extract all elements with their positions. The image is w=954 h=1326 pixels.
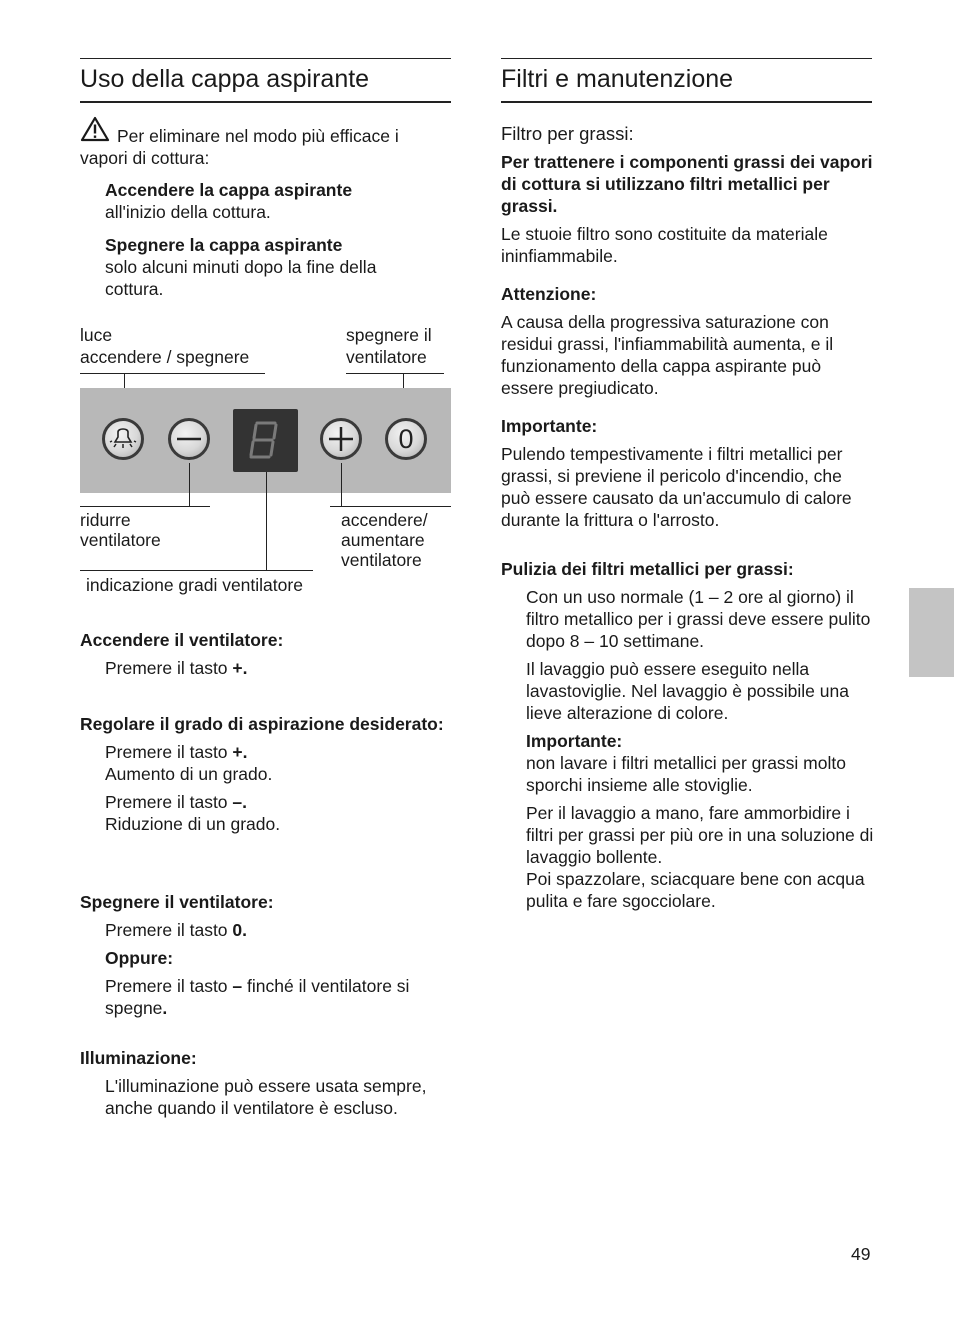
label-accendere-2: aumentare xyxy=(341,530,425,550)
acc-vent-line xyxy=(105,657,450,679)
label-accendere-3: ventilatore xyxy=(341,550,422,570)
reg1-text: Premere il tasto xyxy=(105,742,233,762)
step-2-text: solo alcuni minuti dopo la fine della cottura. xyxy=(105,257,377,299)
reg2-sub: Riduzione di un grado. xyxy=(105,814,281,834)
opp-text-1: Premere il tasto xyxy=(105,976,233,996)
illum-section xyxy=(80,1047,450,1119)
pulizia-imp-heading: Importante: xyxy=(526,731,623,751)
filtro-text: Le stuoie filtro sono costituite da materiale ininfiammabile. xyxy=(501,224,828,266)
acc-vent-heading: Accendere il ventilatore: xyxy=(80,630,284,650)
step-2-bold: Spegnere la cappa aspirante xyxy=(105,235,343,255)
acc-vent-key: +. xyxy=(232,658,248,678)
right-title-rule-bottom xyxy=(501,101,872,103)
filtro-section xyxy=(501,122,873,267)
pulizia-p1: Con un uso normale (1 – 2 ore al giorno) il filtro metallico per i grassi deve essere pulito dopo 8 – 10 settimane. xyxy=(526,587,871,651)
light-button[interactable] xyxy=(102,418,144,460)
reg1-line xyxy=(105,741,450,763)
pulizia-p3b: Poi spazzolare, sciacquare bene con acqua pulita e fare sgocciolare. xyxy=(526,869,865,911)
warning-text: Per eliminare nel modo più efficace i vapori di cottura: xyxy=(80,126,399,168)
label-spegnere: spegnere il xyxy=(346,325,432,345)
plus-button[interactable] xyxy=(320,418,362,460)
spe-line xyxy=(105,919,450,941)
opp-key: – xyxy=(232,976,243,996)
attenzione-heading: Attenzione: xyxy=(501,284,597,304)
label-ridurre-2: ventilatore xyxy=(80,530,161,550)
leader-ridurre-h xyxy=(80,506,210,507)
leader-minus-v xyxy=(189,463,190,507)
reg2-text: Premere il tasto xyxy=(105,792,233,812)
minus-icon xyxy=(171,421,207,457)
reg2-key: –. xyxy=(232,792,248,812)
left-title-rule-bottom xyxy=(80,101,451,103)
attenzione-section xyxy=(501,283,873,399)
step-1-text: all'inizio della cottura. xyxy=(105,202,271,222)
leader-plus-v xyxy=(341,463,342,507)
leader-accendere-h xyxy=(330,506,451,507)
acc-vent-text: Premere il tasto xyxy=(105,658,233,678)
importante-text: Pulendo tempestivamente i filtri metallici per grassi, si previene il pericolo d'incendio, che può essere causato da un'accumulo di calore durante la frittura o l'arrosto. xyxy=(501,444,852,530)
attenzione-text: A causa della progressiva saturazione con residui grassi, l'infiammabilità aumenta, e il funzionamento della cappa aspirante può essere pregiudicato. xyxy=(501,312,834,398)
spe-key: 0. xyxy=(232,920,248,940)
spegnere-section xyxy=(80,891,450,1019)
right-section-title: Filtri e manutenzione xyxy=(501,65,734,93)
oppure-label: Oppure: xyxy=(105,948,174,968)
opp-dot: . xyxy=(162,998,168,1018)
importante-heading: Importante: xyxy=(501,416,598,436)
page-number: 49 xyxy=(851,1244,871,1264)
plus-icon xyxy=(323,421,359,457)
left-section-title: Uso della cappa aspirante xyxy=(80,65,370,93)
pulizia-imp-text: non lavare i filtri metallici per grassi molto sporchi insieme alle stoviglie. xyxy=(526,753,846,795)
label-ridurre: ridurre xyxy=(80,510,131,530)
regolare-heading: Regolare il grado di aspirazione desiderato: xyxy=(80,714,444,734)
illum-heading: Illuminazione: xyxy=(80,1048,197,1068)
step-2 xyxy=(105,234,425,300)
pulizia-section xyxy=(501,558,875,912)
reg1-key: +. xyxy=(232,742,248,762)
zero-icon: 0 xyxy=(398,424,414,454)
left-title-rule-top xyxy=(80,58,451,59)
spe-text: Premere il tasto xyxy=(105,920,233,940)
leader-indicazione-h xyxy=(80,570,313,571)
reg2-line xyxy=(105,791,450,813)
label-luce: luce xyxy=(80,325,113,345)
opp-line xyxy=(105,975,435,1019)
fan-level-display xyxy=(233,409,298,472)
opp-text-2: finché il ventilatore si spegne xyxy=(105,976,410,1018)
label-luce-2: accendere / spegnere xyxy=(80,347,250,367)
filtro-bold: Per trattenere i componenti grassi dei vapori di cottura si utilizzano filtri metallici per grassi. xyxy=(501,152,873,216)
thumb-index-tab xyxy=(909,588,954,677)
acc-vent-section xyxy=(80,629,450,679)
step-1 xyxy=(105,179,445,223)
right-title-rule-top xyxy=(501,58,872,59)
bulb-icon xyxy=(105,421,141,457)
label-indicazione: indicazione gradi ventilatore xyxy=(86,575,303,595)
pulizia-p2: Il lavaggio può essere eseguito nella lavastoviglie. Nel lavaggio è possibile una lieve alterazione di colore. xyxy=(526,659,849,723)
leader-display-v xyxy=(266,472,267,570)
regolare-section xyxy=(80,713,450,835)
label-accendere: accendere/ xyxy=(341,510,428,530)
seven-segment-digit xyxy=(233,409,298,472)
minus-button[interactable] xyxy=(168,418,210,460)
pulizia-p3a: Per il lavaggio a mano, fare ammorbidire i filtri per grassi per più ore in una soluzione di lavaggio bollente. xyxy=(526,803,874,867)
reg1-sub: Aumento di un grado. xyxy=(105,764,273,784)
spegnere-heading: Spegnere il ventilatore: xyxy=(80,892,274,912)
illum-text: L'illuminazione può essere usata sempre, anche quando il ventilatore è escluso. xyxy=(105,1076,427,1118)
pulizia-heading: Pulizia dei filtri metallici per grassi: xyxy=(501,559,794,579)
step-1-bold: Accendere la cappa aspirante xyxy=(105,180,353,200)
leader-luce-h xyxy=(80,373,265,374)
importante-section xyxy=(501,415,875,531)
off-button[interactable] xyxy=(385,418,427,460)
leader-spegnere-h xyxy=(346,373,444,374)
label-spegnere-2: ventilatore xyxy=(346,347,427,367)
filtro-heading: Filtro per grassi: xyxy=(501,123,634,144)
